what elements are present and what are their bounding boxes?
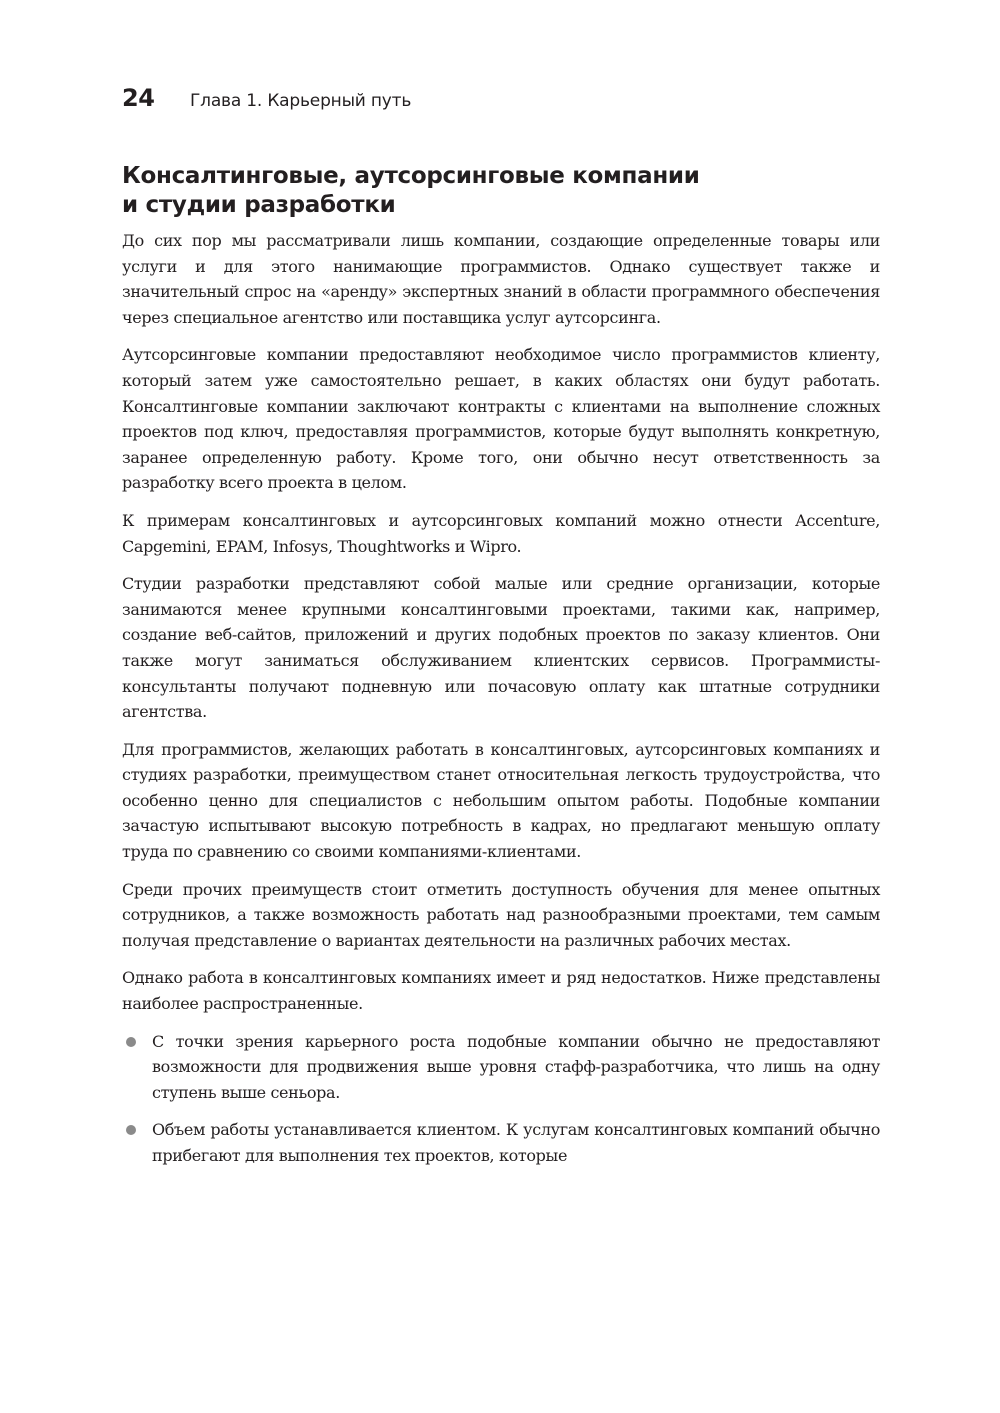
paragraph: К примерам консалтинговых и аутсорсинговых компаний можно отнести Accenture, Capgemini, EPAM, Infosys, Thoughtworks и Wipro. — [122, 510, 880, 556]
running-head — [122, 84, 880, 120]
paragraph: До сих пор мы рассматривали лишь компании, создающие определенные товары или услуги и для этого нанимающие программистов. Однако существует также и значительный спрос на «аренду» экспертных знаний в области программного обеспечения через специальное агентство или поставщика услуг аутсорсинга. — [122, 231, 880, 327]
paragraph: Аутсорсинговые компании предоставляют необходимое число программистов клиенту, который затем уже самостоятельно решает, в каких областях они будут работать. Консалтинговые компании заключают контракты с клиентами на выполнение сложных проектов под ключ, предоставляя программистов, которые будут выполнять конкретную, заранее определенную работу. Кроме того, они обычно несут ответственность за разработку всего проекта в целом. — [122, 345, 880, 493]
list-item-text: С точки зрения карьерного роста подобные компании обычно не предоставляют возможности для продвижения выше уровня стафф-разработчика, что лишь на одну ступень выше сеньора. — [152, 1031, 880, 1102]
list-item — [122, 1029, 880, 1106]
book-page — [122, 84, 880, 1181]
section-title-line-2: и студии разработки — [122, 192, 396, 218]
paragraph: Однако работа в консалтинговых компаниях имеет и ряд недостатков. Ниже представлены наиболее распространенные. — [122, 968, 880, 1014]
chapter-title: Глава 1. Карьерный путь — [190, 91, 412, 111]
list-item — [122, 1117, 880, 1168]
section-title-line-1: Консалтинговые, аутсорсинговые компании — [122, 163, 700, 189]
paragraph: Студии разработки представляют собой малые или средние организации, которые занимаются менее крупными консалтинговыми проектами, такими как, например, создание веб-сайтов, приложений и других подобных проектов по заказу клиентов. Они также могут заниматься обслуживанием клиентских сервисов. Программисты-консультанты получают подневную или почасовую оплату как штатные сотрудники агентства. — [122, 574, 880, 722]
section-title — [122, 162, 880, 220]
bullet-dot-icon — [126, 1125, 136, 1135]
paragraph: Для программистов, желающих работать в консалтинговых, аутсорсинговых компаниях и студиях разработки, преимуществом станет относительная легкость трудоустройства, что особенно ценно для специалистов с небольшим опытом работы. Подобные компании зачастую испытывают высокую потребность в кадрах, но предлагают меньшую оплату труда по сравнению со своими компаниями-клиентами. — [122, 739, 880, 862]
paragraph: Среди прочих преимуществ стоит отметить доступность обучения для менее опытных сотрудников, а также возможность работать над разнообразными проектами, тем самым получая представление о вариантах деятельности на различных рабочих местах. — [122, 879, 880, 950]
list-item-text: Объем работы устанавливается клиентом. К услугам консалтинговых компаний обычно прибегают для выполнения тех проектов, которые — [152, 1120, 880, 1165]
page-number: 24 — [122, 84, 155, 112]
bullet-list — [122, 1029, 880, 1169]
bullet-dot-icon — [126, 1037, 136, 1047]
